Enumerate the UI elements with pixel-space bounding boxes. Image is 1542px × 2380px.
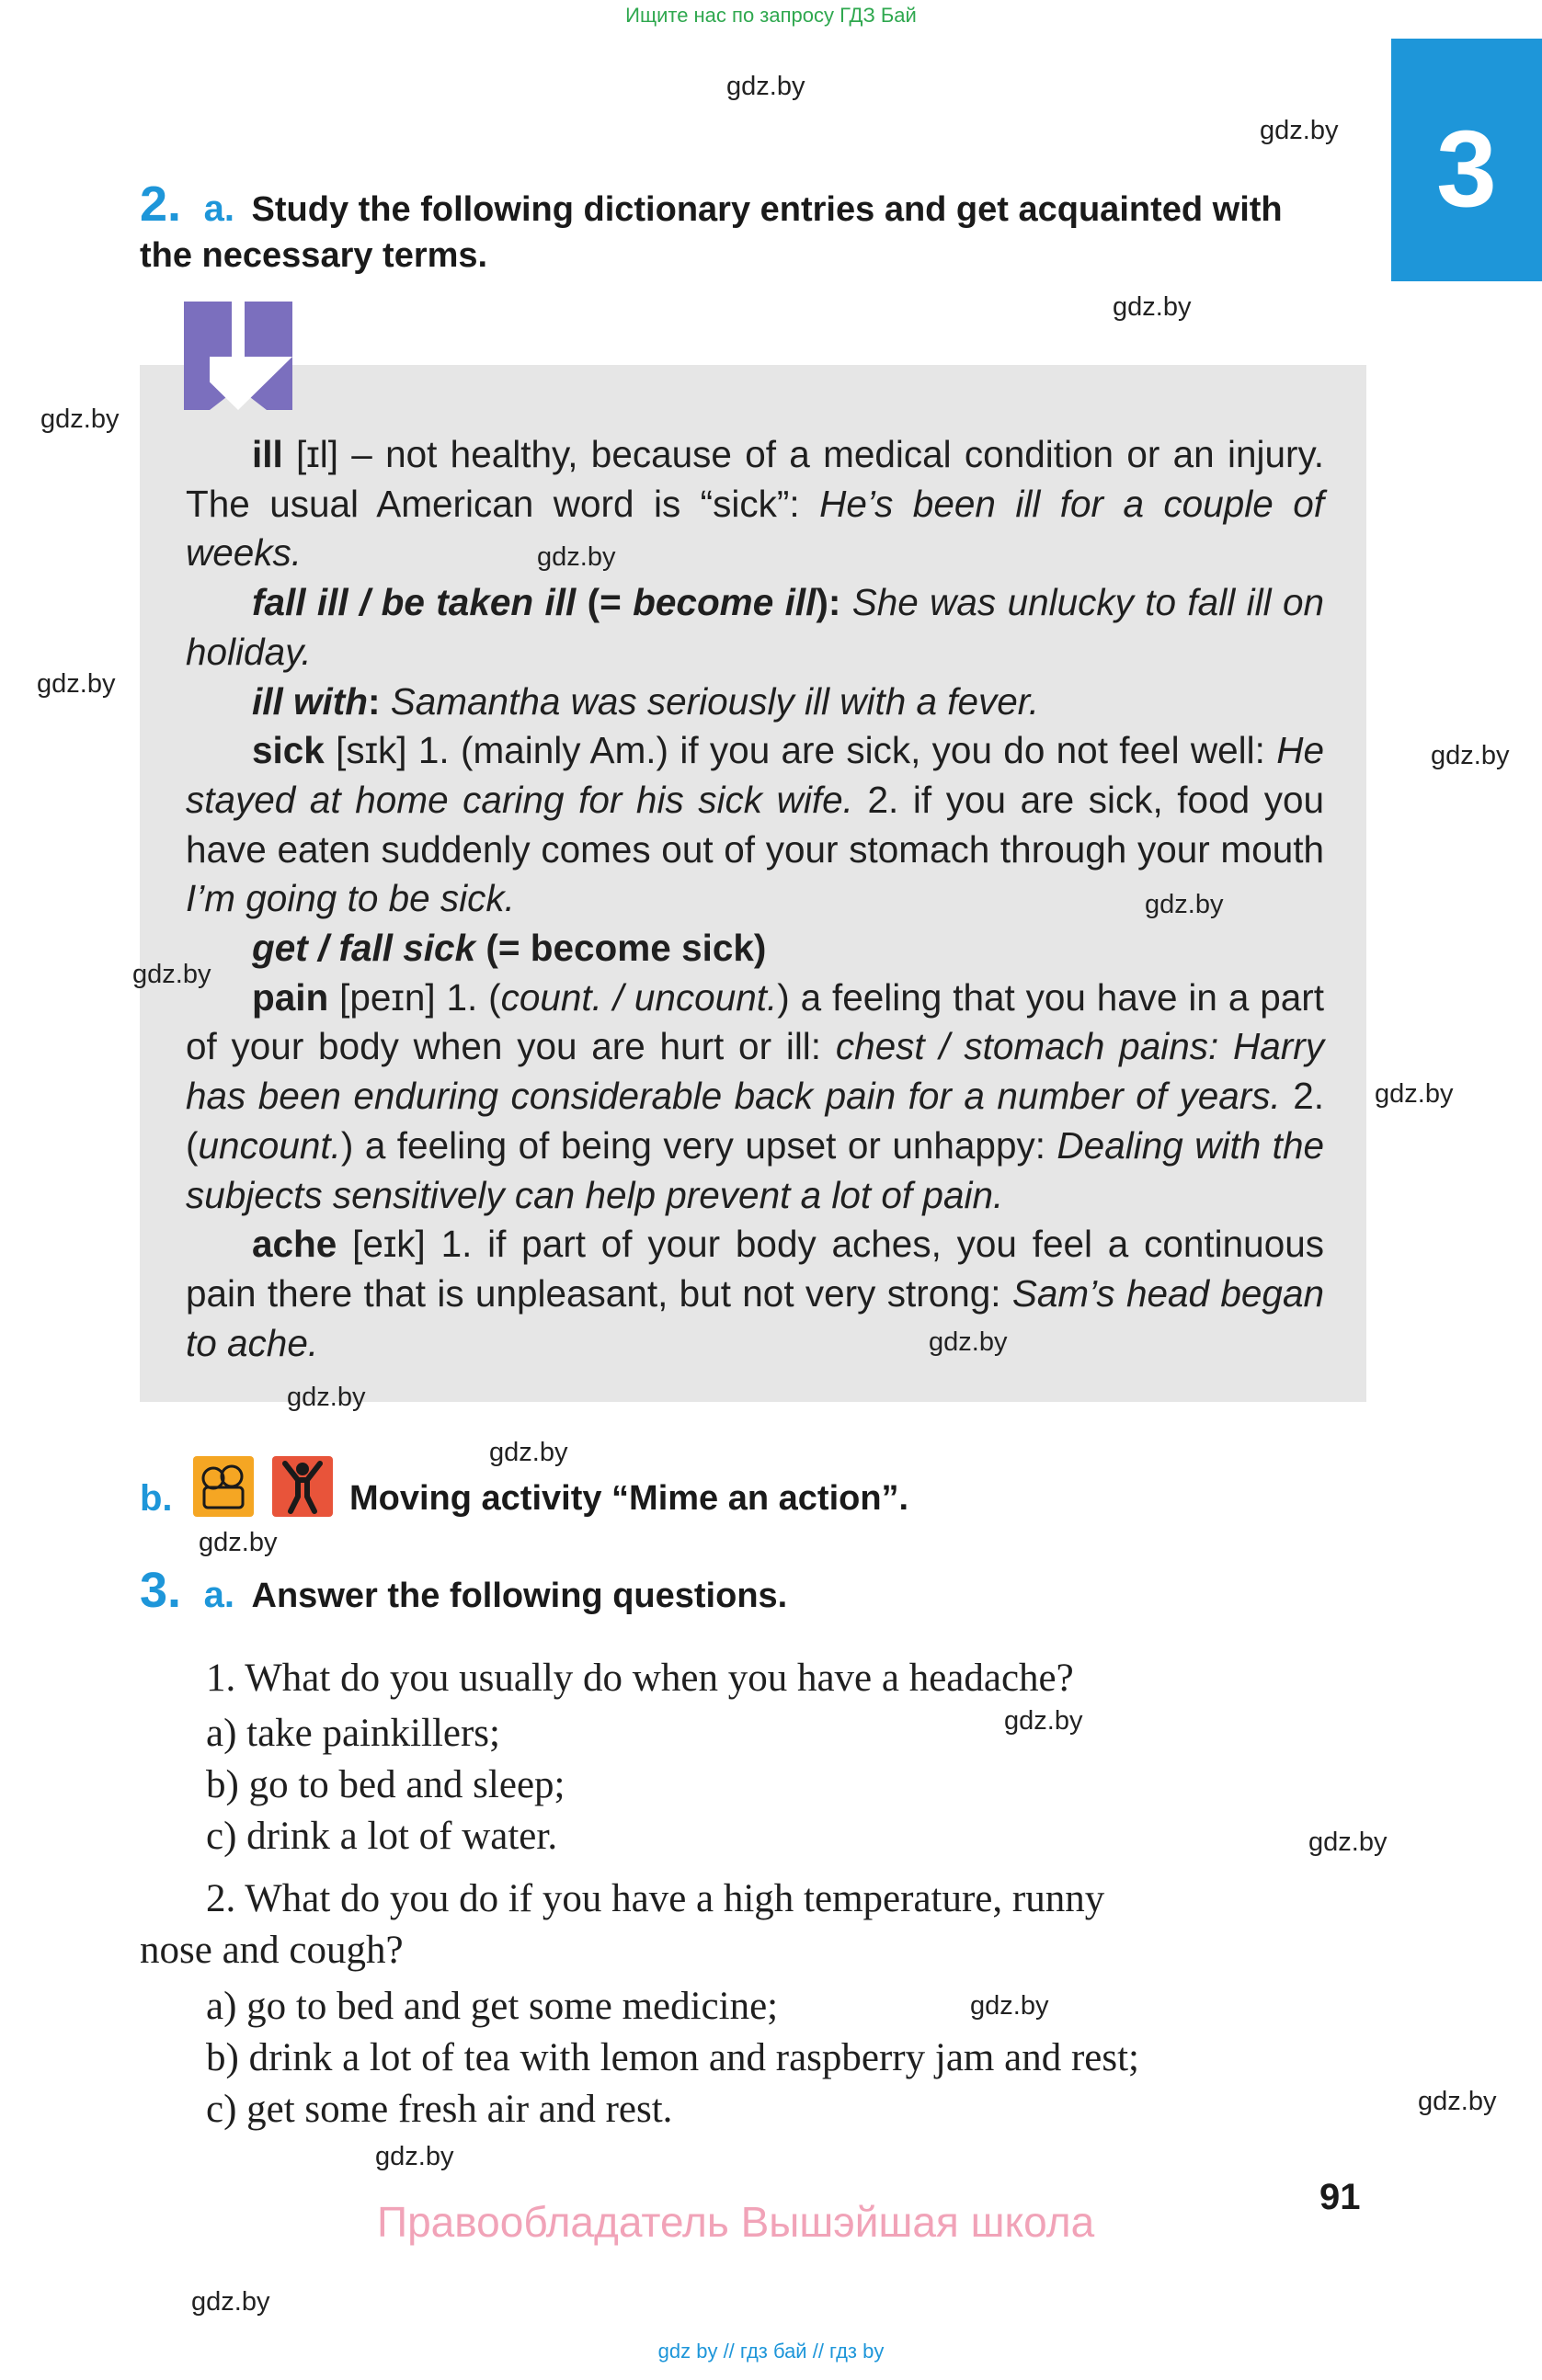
question-2-line2: nose and cough? [140,1929,404,1972]
watermark: gdz.by [970,1991,1049,2021]
pain-def-2-open: 2. ( [186,1075,1324,1167]
moving-activity-icon [272,1456,333,1517]
unit-number: 3 [1436,108,1497,230]
copyright-notice: Правообладатель Вышэйшая школа [377,2198,1095,2246]
watermark: gdz.by [1145,890,1224,919]
fall-ill-eq-close: ): [816,581,841,624]
pain-count-label: count. / uncount. [500,975,778,1019]
watermark: gdz.by [537,542,616,572]
watermark: gdz.by [191,2287,270,2317]
watermark: gdz.by [287,1383,366,1412]
page-number: 91 [1319,2177,1361,2217]
watermark: gdz.by [1431,741,1510,770]
watermark: gdz.by [1004,1706,1083,1736]
pain-example-1: chest / stomach pains: Harry has been enduring considerable back pain for a number of years. [186,1025,1324,1118]
task-2b-letter: b. [140,1478,173,1519]
headword-sick: sick [252,729,325,772]
fall-ill-example: She was unlucky to fall ill on holiday. [186,581,1324,673]
ill-with-colon: : [368,679,381,723]
fall-ill-equivalent: become ill [633,581,817,624]
task-2a-line2: the necessary terms. [140,236,488,275]
sick-example-2: I’m going to be sick. [186,877,515,920]
task-3a-letter: a. [203,1575,234,1615]
task-3a-heading [140,1563,788,1619]
question-1-option-c: c) drink a lot of water. [206,1815,558,1858]
phrase-get-sick: get / fall sick [252,927,476,970]
get-sick-equivalent: (= become sick) [475,927,767,970]
watermark: gdz.by [929,1327,1008,1357]
task-3-number: 3. [140,1563,182,1618]
question-1-option-a: a) take painkillers; [206,1712,500,1755]
watermark: gdz.by [37,669,116,699]
watermark: gdz.by [40,404,120,434]
top-search-note: Ищите нас по запросу ГДЗ Бай [625,4,917,27]
pain-pronunciation: [peɪn] 1. ( [328,975,501,1019]
pain-definition-2: ) a feeling of being very upset or unhappy: [340,1123,1057,1167]
unit-number-tab [1391,39,1542,281]
pain-definition-1: ) a feeling that you have in a part of your body when you are hurt or ill: [186,975,1324,1068]
pain-example-2: Dealing with the subjects sensitively can help prevent a lot of pain. [186,1123,1324,1216]
ill-example: He’s been ill for a couple of weeks. [186,482,1324,575]
phrase-ill-with: ill with [252,679,368,723]
watermark: gdz.by [1260,116,1339,145]
watermark: gdz.by [1418,2087,1497,2116]
entry-fall-ill [186,578,1324,677]
question-2-option-a: a) go to bed and get some medicine; [206,1985,779,2028]
sick-definition-1: [sɪk] 1. (mainly Am.) if you are sick, you do not feel well: [324,729,1277,772]
ache-definition: [eɪk] 1. if part of your body aches, you feel a continuous pain there that is unpleasant, but not very strong: [186,1223,1324,1315]
task-2a-letter: a. [203,188,234,229]
task-2-number: 2. [140,177,182,232]
question-2-option-b: b) drink a lot of tea with lemon and raspberry jam and rest; [206,2036,1139,2079]
entry-ill-with [186,678,1324,727]
question-2-line1: 2. What do you do if you have a high temperature, runny [206,1877,1105,1920]
watermark: gdz.by [1375,1079,1454,1109]
headword-pain: pain [252,975,329,1019]
watermark: gdz.by [726,72,805,101]
entry-ill [186,430,1324,578]
question-1-option-b: b) go to bed and sleep; [206,1763,565,1806]
question-2-option-c: c) get some fresh air and rest. [206,2088,673,2131]
task-2a-heading [140,177,1372,279]
sick-definition-2: 2. if you are sick, food you have eaten suddenly comes out of your stomach through your mouth [186,778,1325,871]
sick-example-1: He stayed at home caring for his sick wife. [186,729,1324,821]
headword-ill: ill [252,433,283,475]
watermark: gdz.by [132,960,211,989]
watermark: gdz.by [375,2142,454,2171]
footer-links: gdz by // гдз бай // гдз by [657,2340,885,2363]
arrow-down-icon [184,302,292,410]
task-2a-line1: Study the following dictionary entries and get acquainted with [251,190,1283,229]
watermark: gdz.by [489,1438,568,1467]
entry-get-sick [186,924,1324,974]
entry-pain [186,974,1324,1221]
group-work-icon [193,1456,254,1517]
ache-example: Sam’s head began to ache. [186,1271,1324,1364]
watermark: gdz.by [199,1528,278,1557]
ill-definition: [ɪl] – not healthy, because of a medical condition or an injury. The usual American word is “sick”: [186,433,1324,525]
pain-uncount-label: uncount. [198,1123,341,1167]
headword-ache: ache [252,1223,337,1266]
entry-ache [186,1220,1324,1368]
watermark: gdz.by [1113,292,1192,322]
question-1: 1. What do you usually do when you have a headache? [206,1657,1074,1700]
task-3a-text: Answer the following questions. [251,1577,788,1615]
ill-with-example: Samantha was seriously ill with a fever. [380,679,1040,723]
watermark: gdz.by [1308,1828,1388,1857]
fall-ill-eq-open: (= [576,581,634,624]
phrase-fall-ill: fall ill / be taken ill [252,581,577,624]
task-2b-text: Moving activity “Mime an action”. [349,1479,909,1518]
